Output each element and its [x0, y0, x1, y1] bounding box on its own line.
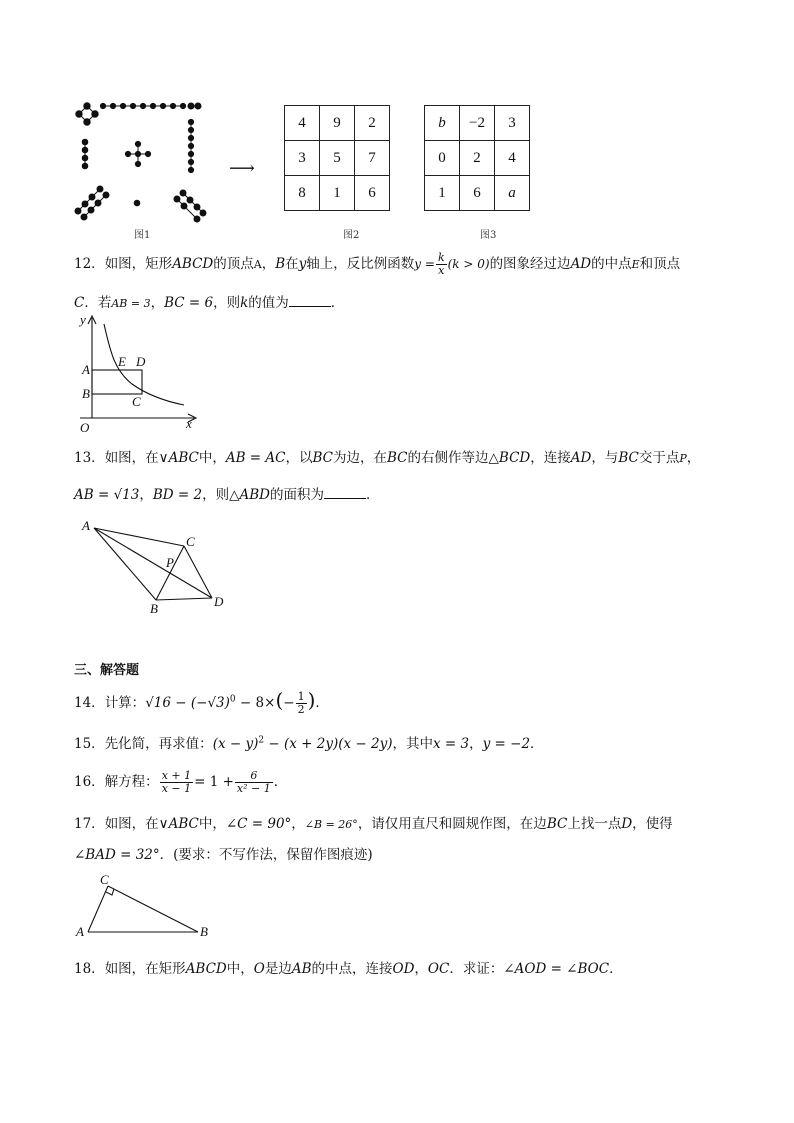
grid3-cell: 2	[460, 141, 495, 176]
grid2-cell: 4	[285, 106, 320, 141]
grid2-cell: 6	[355, 176, 390, 211]
q16-line: 16．解方程： $\frac{x + 1}{x - 1}$ = 1 + $\frac{6}{\text{x² − 1}}$ ．	[74, 769, 288, 795]
figure-3-grid	[424, 105, 530, 211]
q13-fig-label-p: P	[166, 555, 174, 570]
grid3-cell: −2	[460, 106, 495, 141]
answer-blank	[324, 486, 366, 499]
q17-fig-label-c: C	[100, 872, 109, 887]
q13-line-2: AB = √13，BD = 2，则△ABD的面积为 ．	[74, 487, 380, 503]
grid3-cell: 3	[495, 106, 530, 141]
grid2-cell: 7	[355, 141, 390, 176]
figure-1-dot-pattern	[70, 98, 220, 223]
q13-fig-label-d: D	[214, 594, 224, 609]
grid2-cell: 5	[320, 141, 355, 176]
q13-fig-label-c: C	[186, 534, 195, 549]
grid3-cell: 4	[495, 141, 530, 176]
figure-2-grid	[284, 105, 390, 211]
k-over-x-fraction: $\frac{k}{x}$	[437, 251, 445, 277]
grid3-cell: 1	[425, 176, 460, 211]
q17-fig-label-b: B	[200, 924, 208, 939]
grid2-cell: 2	[355, 106, 390, 141]
section-heading: 三、解答题	[74, 663, 140, 678]
grid2-cell: 9	[320, 106, 355, 141]
q12-fig-label-e: E	[118, 354, 126, 369]
q12-fig-label-b: B	[82, 386, 90, 401]
q17-fig-label-a: A	[76, 924, 84, 939]
q12-fig-label-o: O	[80, 420, 90, 435]
q14-line: 14．计算：$√16 - (-√3)^0 - 8\times(-$ $\frac{1}{2}$ )．	[74, 688, 329, 716]
q18-line: 18．如图，在矩形ABCD中，O是边AB的中点，连接OD，OC．求证：∠AOD = ∠BOC．	[74, 961, 623, 977]
q17-line-1: 17．如图，在∨ABC中，∠C = 90°，∠B = 26°，请仅用直尺和圆规作图，在边BC上找一点D，使得	[74, 816, 673, 832]
q17-figure	[74, 870, 224, 942]
q12-line-1: 12．如图，矩形ABCD的顶点A，B在y轴上，反比例函数y = $\frac{k}{x}$ (k > 0)的图象经过边AD的中点E和顶点	[74, 251, 681, 277]
figure-1-caption: 图1	[134, 230, 151, 241]
q12-fig-label-c: C	[132, 394, 141, 409]
q13-line-1: 13．如图，在∨ABC中，AB = AC，以BC为边，在BC的右侧作等边△BCD，连接AD，与BC交于点P，	[74, 450, 701, 466]
grid3-cell: 0	[425, 141, 460, 176]
q13-fig-label-b: B	[150, 601, 158, 616]
arrow-glyph: ⟶	[229, 158, 255, 179]
q12-figure	[74, 310, 204, 436]
grid3-cell: b	[425, 106, 460, 141]
grid3-cell: a	[495, 176, 530, 211]
q12-fig-label-d: D	[136, 354, 146, 369]
grid2-cell: 8	[285, 176, 320, 211]
answer-blank	[289, 294, 331, 307]
x-plus-1-over-x-minus-1-fraction: $\frac{x + 1}{x - 1}$	[161, 769, 192, 795]
figure-3-caption: 图3	[480, 230, 497, 241]
q13-fig-label-a: A	[82, 518, 90, 533]
q15-line: 15．先化简，再求值：$(x - y)^2 - (x + 2y)(x - 2y)$，其中x = 3，y = −2．	[74, 735, 544, 752]
one-half-fraction: $\frac{1}{2}$	[297, 690, 305, 716]
grid2-cell: 3	[285, 141, 320, 176]
q12-fig-label-y: y	[80, 312, 86, 327]
q12-fig-label-x: x	[186, 416, 192, 431]
q13-figure	[74, 514, 244, 616]
q12-line-2: C．若AB = 3，BC = 6，则k的值为 ．	[74, 295, 345, 311]
six-over-x-squared-minus-1-fraction: $\frac{6}{\text{x² − 1}}$	[236, 769, 271, 795]
q17-line-2: ∠BAD = 32°．(要求：不写作法，保留作图痕迹)	[74, 847, 373, 863]
grid2-cell: 1	[320, 176, 355, 211]
grid3-cell: 6	[460, 176, 495, 211]
q12-fig-label-a: A	[82, 362, 90, 377]
figure-2-caption: 图2	[343, 230, 360, 241]
